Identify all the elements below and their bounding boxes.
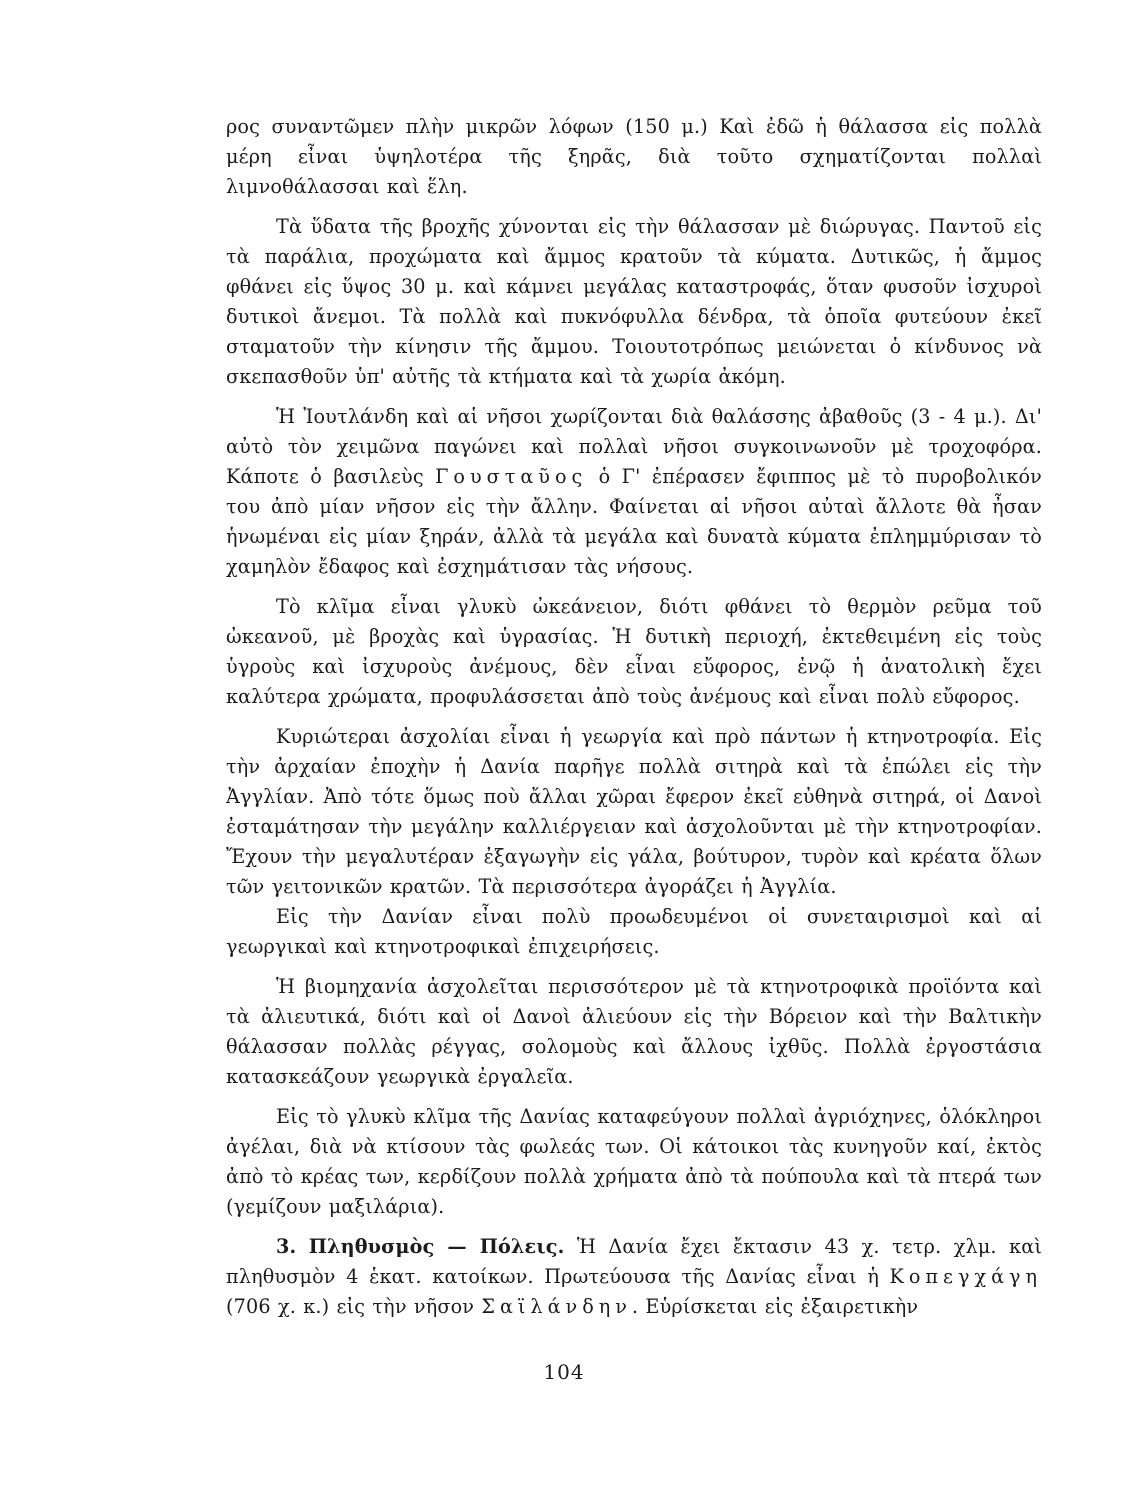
paragraph-wild-geese: Εἰς τὸ γλυκὺ κλῖμα τῆς Δανίας καταφεύγουν πολλαὶ ἀγριόχηνες, ὁλόκληροι ἀγέλαι, διὰ νὰ κτίσουν τὰς φωλεάς των. Οἱ κάτοικοι τὰς κυνηγοῦν καί, ἐκτὸς ἀπὸ τὸ κρέας των, κερδίζουν πολλὰ χρήματα ἀπὸ τὰ πούπουλα καὶ τὰ πτερά των (γεμίζουν μαξιλάρια). bbox=[226, 1105, 1042, 1218]
paragraph-climate: Τὸ κλῖμα εἶναι γλυκὺ ὠκεάνειον, διότι φθάνει τὸ θερμὸν ρεῦμα τοῦ ὠκεανοῦ, μὲ βροχὰς καὶ ὑγρασίας. Ἡ δυτικὴ περιοχή, ἐκτεθειμένη εἰς τοὺς ὑγροὺς καὶ ἰσχυροὺς ἀνέμους, δὲν εἶναι εὔφορος, ἐνῷ ἡ ἀνατολικὴ ἔχει καλύτερα χρώματα, προφυλάσσεται ἀπὸ τοὺς ἀνέμους καὶ εἶναι πολὺ εὔφορος. bbox=[226, 595, 1042, 708]
paragraph-coastal-lowlands: ρος συναντῶμεν πλὴν μικρῶν λόφων (150 μ.) Καὶ ἐδῶ ἡ θάλασσα εἰς πολλὰ μέρη εἶναι ὑψηλοτέρα τῆς ξηρᾶς, διὰ τοῦτο σχηματίζονται πολλαὶ λιμνοθάλασσαι καὶ ἕλη. bbox=[226, 115, 1042, 198]
body-text bbox=[226, 112, 1042, 1332]
paragraph-occupations: Κυριώτεραι ἀσχολίαι εἶναι ἡ γεωργία καὶ πρὸ πάντων ἡ κτηνοτροφία. Εἰς τὴν ἀρχαίαν ἐποχὴν ἡ Δανία παρῆγε πολλὰ σιτηρὰ καὶ τὰ ἐπώλει εἰς τὴν Ἀγγλίαν. Ἀπὸ τότε ὅμως ποὺ ἄλλαι χῶραι ἔφερον ἐκεῖ εὐθηνὰ σιτηρά, οἱ Δανοὶ ἐσταμάτησαν τὴν μεγάλην καλλιέργειαν καὶ ἀσχολοῦνται μὲ τὴν κτηνοτροφίαν. Ἔχουν τὴν μεγαλυτέραν ἐξαγωγὴν εἰς γάλα, βούτυρον, τυρὸν καὶ κρέατα ὅλων τῶν γειτονικῶν κρατῶν. Τὰ περισσότερα ἀγοράζει ἡ Ἀγγλία. bbox=[226, 725, 1042, 898]
paragraph-cooperatives: Εἰς τὴν Δανίαν εἶναι πολὺ προωδευμένοι οἱ συνεταιρισμοὶ καὶ αἱ γεωργικαὶ καὶ κτηνοτροφικαὶ ἐπιχειρήσεις. bbox=[226, 905, 1042, 958]
paragraph-industry: Ἡ βιομηχανία ἀσχολεῖται περισσότερον μὲ τὰ κτηνοτροφικὰ προϊόντα καὶ τὰ ἁλιευτικά, διότι καὶ οἱ Δανοὶ ἁλιεύουν εἰς τὴν Βόρειον καὶ τὴν Βαλτικὴν θάλασσαν πολλὰς ρέγγας, σολομοὺς καὶ ἄλλους ἰχθῦς. Πολλὰ ἐργοστάσια κατασκεάζουν γεωργικὰ ἐργαλεῖα. bbox=[226, 975, 1042, 1088]
paragraph-rainwater-sand: Τὰ ὕδατα τῆς βροχῆς χύνονται εἰς τὴν θάλασσαν μὲ διώρυγας. Παντοῦ εἰς τὰ παράλια, προχώματα καὶ ἄμμος κρατοῦν τὰ κύματα. Δυτικῶς, ἡ ἄμμος φθάνει εἰς ὕψος 30 μ. καὶ κάμνει μεγάλας καταστροφάς, ὅταν φυσοῦν ἰσχυροὶ δυτικοὶ ἄνεμοι. Τὰ πολλὰ καὶ πυκνόφυλλα δένδρα, τὰ ὁποῖα φυτεύουν ἐκεῖ σταματοῦν τὴν κίνησιν τῆς ἄμμου. Τοιουτοτρόπως μειώνεται ὁ κίνδυνος νὰ σκεπασθοῦν ὑπ' αὐτῆς τὰ κτήματα καὶ τὰ χωρία ἀκόμη. bbox=[226, 215, 1042, 388]
paragraph-text: Ἡ Δανία ἔχει ἔκτασιν 43 χ. τετρ. χλμ. καὶ πληθυσμὸν 4 ἑκατ. κατοίκων. Πρωτεύουσα τῆς Δανίας εἶναι ἡ bbox=[226, 1235, 1043, 1288]
section-title: Πληθυσμὸς — Πόλεις. bbox=[308, 1235, 565, 1258]
paragraph-text: ὁ Γ' ἐπέρασεν ἔφιππος μὲ τὸ πυροβολικόν του ἀπὸ μίαν νῆσον εἰς τὴν ἄλλην. Φαίνεται αἱ νῆσοι αὐταὶ ἄλλοτε θὰ ἦσαν ἡνωμέναι εἰς μίαν ξηράν, ἀλλὰ τὰ μεγάλα καὶ δυνατὰ κύματα ἐπλημμύρισαν τὸ χαμηλὸν ἔδαφος καὶ ἐσχημάτισαν τὰς νήσους. bbox=[226, 465, 1042, 578]
paragraph-text: Ἡ Ἰουτλάνδη καὶ αἱ νῆσοι χωρίζονται διὰ θαλάσσης ἀβαθοῦς (3 - 4 μ.). Δι' αὐτὸ τὸν χειμῶνα παγώνει καὶ πολλαὶ νῆσοι συγκοινωνοῦν μὲ τροχοφόρα. Κάποτε ὁ βασιλεὺς bbox=[226, 405, 1042, 488]
king-name: Γουσταῦος bbox=[435, 465, 588, 488]
section-number: 3. bbox=[276, 1235, 297, 1258]
island-name: Σαϊλάνδην bbox=[481, 1295, 632, 1318]
page-number: 104 bbox=[543, 1360, 585, 1384]
section-population-cities bbox=[226, 1232, 1042, 1322]
capital-name: Κοπεγχάγη bbox=[889, 1265, 1042, 1288]
paragraph-text: . Εὑρίσκεται εἰς ἐξαιρετικὴν bbox=[631, 1295, 919, 1318]
paragraph-text: (706 χ. κ.) εἰς τὴν νῆσον bbox=[226, 1295, 482, 1318]
paragraph-jutland-islands bbox=[226, 402, 1042, 582]
